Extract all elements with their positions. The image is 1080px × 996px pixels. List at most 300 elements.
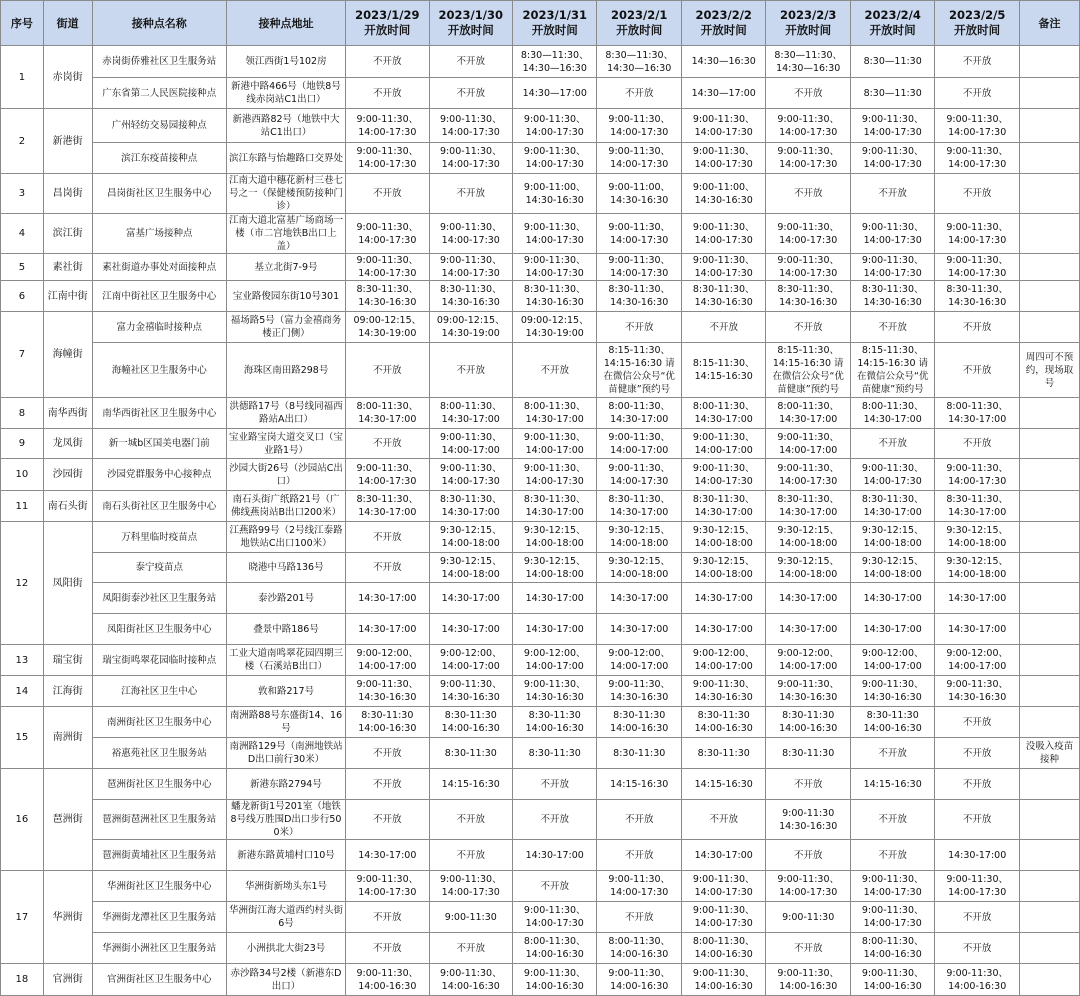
row-seq-number: 2 — [1, 109, 44, 174]
table-row — [1, 614, 1080, 645]
opening-time-cell: 9:30-12:15、 14:00-18:00 — [597, 522, 681, 553]
opening-time-cell: 14:30-17:00 — [513, 583, 597, 614]
row-seq-number: 12 — [1, 522, 44, 645]
opening-time-cell: 9:00-11:30、 14:00-17:30 — [513, 214, 597, 254]
opening-time-cell: 9:00-11:30、 14:00-17:30 — [850, 254, 934, 281]
opening-time-cell: 9:00-11:30、 14:00-17:30 — [429, 871, 512, 902]
opening-time-cell: 不开放 — [429, 343, 512, 398]
opening-time-cell: 9:00-11:30、 14:00-16:30 — [597, 964, 681, 996]
site-address: 洪德路17号（8号线同福西路站A出口） — [226, 398, 345, 429]
site-name: 海幢社区卫生服务中心 — [92, 343, 226, 398]
opening-time-cell: 9:00-11:00、 14:30-16:30 — [681, 174, 765, 214]
table-row — [1, 491, 1080, 522]
site-address: 新港东路黄埔村口10号 — [226, 840, 345, 871]
row-seq-number: 8 — [1, 398, 44, 429]
opening-time-cell: 8:30—11:30 — [850, 78, 934, 109]
opening-time-cell: 9:00-11:30、 14:00-16:30 — [429, 964, 512, 996]
opening-time-cell: 8:00-11:30、 14:30-17:00 — [346, 398, 429, 429]
opening-time-cell: 不开放 — [346, 78, 429, 109]
site-name: 凤阳街社区卫生服务中心 — [92, 614, 226, 645]
opening-time-cell: 不开放 — [346, 429, 429, 459]
table-row — [1, 738, 1080, 769]
opening-time-cell: 9:00-11:30、 14:00-17:30 — [597, 214, 681, 254]
header-seq: 序号 — [1, 1, 44, 46]
row-street: 凤阳街 — [43, 522, 92, 645]
site-address: 泰沙路201号 — [226, 583, 345, 614]
header-date-0131: 2023/1/31 开放时间 — [513, 1, 597, 46]
opening-time-cell: 8:30-11:30、 14:30-17:00 — [766, 491, 850, 522]
opening-time-cell: 14:30—17:00 — [513, 78, 597, 109]
row-street: 海幢街 — [43, 312, 92, 398]
opening-time-cell: 14:30-17:00 — [850, 583, 934, 614]
opening-time-cell: 9:30-12:15、 14:00-18:00 — [935, 553, 1019, 583]
opening-time-cell: 9:00-11:30、 14:00-17:30 — [681, 902, 765, 933]
table-row — [1, 429, 1080, 459]
opening-time-cell: 8:00-11:30、 14:30-17:00 — [766, 398, 850, 429]
opening-time-cell: 9:00-11:30、 14:00-16:30 — [766, 964, 850, 996]
table-row — [1, 254, 1080, 281]
opening-time-cell: 9:00-11:30、 14:00-17:30 — [935, 109, 1019, 143]
opening-time-cell: 9:00-11:30、 14:00-17:00 — [766, 429, 850, 459]
opening-time-cell: 9:00-11:30、 14:00-17:30 — [681, 871, 765, 902]
opening-time-cell: 14:30-17:00 — [346, 614, 429, 645]
opening-time-cell: 不开放 — [850, 800, 934, 840]
opening-time-cell: 8:30-11:30、 14:30-17:00 — [935, 491, 1019, 522]
table-row — [1, 343, 1080, 398]
opening-time-cell: 9:00-11:30、 14:00-17:30 — [935, 143, 1019, 174]
opening-time-cell: 不开放 — [766, 174, 850, 214]
header-date-0205: 2023/2/5 开放时间 — [935, 1, 1019, 46]
row-street: 南石头街 — [43, 491, 92, 522]
opening-time-cell: 14:30-17:00 — [681, 583, 765, 614]
opening-time-cell: 8:30-11:30、 14:30-17:00 — [681, 491, 765, 522]
table-body — [1, 46, 1080, 996]
opening-time-cell: 8:30-11:30 — [681, 738, 765, 769]
opening-time-cell: 9:00-11:30、 14:30-16:30 — [766, 676, 850, 707]
site-address: 敦和路217号 — [226, 676, 345, 707]
opening-time-cell: 不开放 — [346, 800, 429, 840]
site-name: 江南中街社区卫生服务中心 — [92, 281, 226, 312]
remark-cell — [1019, 840, 1079, 871]
table-row — [1, 933, 1080, 964]
remark-cell — [1019, 46, 1079, 78]
site-name: 南华西街社区卫生服务中心 — [92, 398, 226, 429]
opening-time-cell: 不开放 — [766, 78, 850, 109]
opening-time-cell: 9:00-11:30、 14:00-17:30 — [429, 459, 512, 491]
site-address: 南洲路129号（南洲地铁站D出口前行30米） — [226, 738, 345, 769]
opening-time-cell: 9:00-11:30、 14:00-17:30 — [766, 459, 850, 491]
opening-time-cell: 9:00-11:30、 14:00-17:00 — [597, 429, 681, 459]
site-name: 华洲街小洲社区卫生服务站 — [92, 933, 226, 964]
site-address: 蟠龙新街1号201室（地铁8号线万胜围D出口步行500米） — [226, 800, 345, 840]
opening-time-cell: 9:00-12:00、 14:00-17:00 — [513, 645, 597, 676]
opening-time-cell: 09:00-12:15、 14:30-19:00 — [346, 312, 429, 343]
opening-time-cell: 8:30-11:30 14:00-16:30 — [513, 707, 597, 738]
remark-cell — [1019, 78, 1079, 109]
opening-time-cell: 9:30-12:15、 14:00-18:00 — [766, 553, 850, 583]
table-row — [1, 964, 1080, 996]
opening-time-cell: 不开放 — [935, 933, 1019, 964]
opening-time-cell: 9:00-11:30、 14:00-17:30 — [429, 143, 512, 174]
row-seq-number: 4 — [1, 214, 44, 254]
table-row — [1, 143, 1080, 174]
opening-time-cell: 9:00-11:30、 14:00-17:30 — [513, 109, 597, 143]
table-row — [1, 676, 1080, 707]
opening-time-cell: 不开放 — [346, 738, 429, 769]
site-name: 华洲街龙潭社区卫生服务站 — [92, 902, 226, 933]
row-street: 琶洲街 — [43, 769, 92, 871]
opening-time-cell: 不开放 — [935, 78, 1019, 109]
site-address: 华洲街江海大道西约村头街6号 — [226, 902, 345, 933]
opening-time-cell: 8:30-11:30、 14:30-16:30 — [850, 281, 934, 312]
remark-cell: 没吸入疫苗接种 — [1019, 738, 1079, 769]
remark-cell — [1019, 143, 1079, 174]
site-address: 滨江东路与怡趣路口交界处 — [226, 143, 345, 174]
site-address: 华洲街新坳头东1号 — [226, 871, 345, 902]
remark-cell — [1019, 312, 1079, 343]
opening-time-cell: 不开放 — [346, 769, 429, 800]
remark-cell: 周四可不预约，现场取号 — [1019, 343, 1079, 398]
row-street: 华洲街 — [43, 871, 92, 964]
opening-time-cell: 9:00-11:30、 14:00-17:30 — [429, 109, 512, 143]
site-address: 小洲拱北大街23号 — [226, 933, 345, 964]
opening-time-cell: 9:30-12:15、 14:00-18:00 — [513, 522, 597, 553]
site-name: 裕惠苑社区卫生服务站 — [92, 738, 226, 769]
remark-cell — [1019, 871, 1079, 902]
header-date-0202: 2023/2/2 开放时间 — [681, 1, 765, 46]
opening-time-cell: 9:00-12:00、 14:00-17:00 — [681, 645, 765, 676]
opening-time-cell: 9:00-11:30、 14:00-17:30 — [597, 254, 681, 281]
opening-time-cell: 9:00-12:00、 14:00-17:00 — [766, 645, 850, 676]
opening-time-cell: 9:00-11:30、 14:30-16:30 — [513, 676, 597, 707]
opening-time-cell: 9:00-11:30、 14:00-17:30 — [850, 902, 934, 933]
site-name: 琶洲街社区卫生服务中心 — [92, 769, 226, 800]
opening-time-cell: 不开放 — [346, 522, 429, 553]
site-name: 富力金禧临时接种点 — [92, 312, 226, 343]
row-street: 昌岗街 — [43, 174, 92, 214]
opening-time-cell: 不开放 — [766, 840, 850, 871]
opening-time-cell: 8:30-11:30、 14:30-17:00 — [429, 491, 512, 522]
opening-time-cell: 9:00-11:30、 14:00-17:30 — [346, 254, 429, 281]
row-street: 瑞宝街 — [43, 645, 92, 676]
site-address: 海珠区南田路298号 — [226, 343, 345, 398]
opening-time-cell: 8:00-11:30、 14:30-17:00 — [429, 398, 512, 429]
opening-time-cell: 9:30-12:15、 14:00-18:00 — [681, 522, 765, 553]
opening-time-cell: 9:00-11:30 — [429, 902, 512, 933]
opening-time-cell: 不开放 — [346, 46, 429, 78]
site-name: 凤阳街泰沙社区卫生服务站 — [92, 583, 226, 614]
remark-cell — [1019, 902, 1079, 933]
table-row — [1, 312, 1080, 343]
opening-time-cell: 14:15-16:30 — [681, 769, 765, 800]
opening-time-cell: 9:00-11:30、 14:00-16:30 — [935, 964, 1019, 996]
opening-time-cell: 14:30-17:00 — [429, 583, 512, 614]
opening-time-cell: 9:00-11:30 14:30-16:30 — [766, 800, 850, 840]
opening-time-cell: 9:00-11:30、 14:00-17:30 — [935, 871, 1019, 902]
table-row — [1, 46, 1080, 78]
site-name: 泰宁疫苗点 — [92, 553, 226, 583]
row-seq-number: 9 — [1, 429, 44, 459]
opening-time-cell: 不开放 — [429, 78, 512, 109]
opening-time-cell: 9:00-11:30、 14:00-17:30 — [513, 902, 597, 933]
site-name: 赤岗街侨雅社区卫生服务站 — [92, 46, 226, 78]
opening-time-cell: 9:00-11:30 — [766, 902, 850, 933]
opening-time-cell: 9:00-11:30、 14:00-17:30 — [429, 214, 512, 254]
opening-time-cell: 不开放 — [513, 871, 597, 902]
opening-time-cell: 不开放 — [850, 429, 934, 459]
opening-time-cell: 9:00-11:30、 14:00-17:30 — [346, 109, 429, 143]
remark-cell — [1019, 398, 1079, 429]
row-street: 新港街 — [43, 109, 92, 174]
remark-cell — [1019, 583, 1079, 614]
header-date-0130: 2023/1/30 开放时间 — [429, 1, 512, 46]
site-address: 江南大道中穗花新村三巷七号之一（保健楼预防接种门诊） — [226, 174, 345, 214]
opening-time-cell: 9:00-11:30、 14:30-16:30 — [681, 676, 765, 707]
opening-time-cell: 8:00-11:30、 14:00-16:30 — [513, 933, 597, 964]
opening-time-cell: 09:00-12:15、 14:30-19:00 — [429, 312, 512, 343]
opening-time-cell: 14:30-17:00 — [597, 583, 681, 614]
opening-time-cell: 9:00-11:30、 14:00-17:30 — [850, 214, 934, 254]
table-row — [1, 398, 1080, 429]
remark-cell — [1019, 614, 1079, 645]
opening-time-cell: 9:00-11:30、 14:00-17:30 — [681, 254, 765, 281]
opening-time-cell: 09:00-12:15、 14:30-19:00 — [513, 312, 597, 343]
opening-time-cell: 9:00-11:30、 14:00-17:30 — [766, 214, 850, 254]
opening-time-cell: 不开放 — [513, 769, 597, 800]
opening-time-cell: 9:00-11:30、 14:00-17:30 — [513, 143, 597, 174]
row-seq-number: 18 — [1, 964, 44, 996]
opening-time-cell: 14:30-17:00 — [346, 583, 429, 614]
opening-time-cell: 不开放 — [935, 46, 1019, 78]
site-name: 素社街道办事处对面接种点 — [92, 254, 226, 281]
opening-time-cell: 9:30-12:15、 14:00-18:00 — [429, 553, 512, 583]
remark-cell — [1019, 254, 1079, 281]
opening-time-cell: 14:30—16:30 — [681, 46, 765, 78]
opening-time-cell: 不开放 — [681, 800, 765, 840]
site-name: 富基广场接种点 — [92, 214, 226, 254]
opening-time-cell: 8:30-11:30、 14:30-16:30 — [513, 281, 597, 312]
table-row — [1, 174, 1080, 214]
table-row — [1, 459, 1080, 491]
opening-time-cell: 8:00-11:30、 14:30-17:00 — [850, 398, 934, 429]
opening-time-cell: 14:30—17:00 — [681, 78, 765, 109]
table-row — [1, 645, 1080, 676]
site-address: 新港西路82号（地铁中大站C1出口） — [226, 109, 345, 143]
table-row — [1, 707, 1080, 738]
opening-time-cell: 9:30-12:15、 14:00-18:00 — [850, 553, 934, 583]
opening-time-cell: 不开放 — [346, 174, 429, 214]
opening-time-cell: 9:00-11:30、 14:00-17:30 — [429, 254, 512, 281]
opening-time-cell: 9:30-12:15、 14:00-18:00 — [429, 522, 512, 553]
site-name: 琶洲街琶洲社区卫生服务站 — [92, 800, 226, 840]
opening-time-cell: 9:00-11:30、 14:00-17:30 — [766, 109, 850, 143]
site-address: 江燕路99号（2号线江泰路地铁站C出口100米） — [226, 522, 345, 553]
opening-time-cell: 不开放 — [429, 174, 512, 214]
row-seq-number: 3 — [1, 174, 44, 214]
site-name: 广州轻纺交易园接种点 — [92, 109, 226, 143]
opening-time-cell: 14:30-17:00 — [429, 614, 512, 645]
opening-time-cell: 8:30—11:30、 14:30—16:30 — [597, 46, 681, 78]
site-address: 宝业路俊园东街10号301 — [226, 281, 345, 312]
opening-time-cell: 9:00-11:30、 14:00-17:30 — [681, 459, 765, 491]
opening-time-cell: 14:30-17:00 — [935, 583, 1019, 614]
table-row — [1, 78, 1080, 109]
opening-time-cell: 9:00-11:30、 14:00-17:30 — [850, 459, 934, 491]
opening-time-cell: 9:00-11:30、 14:00-17:30 — [935, 214, 1019, 254]
opening-time-cell: 14:30-17:00 — [766, 583, 850, 614]
opening-time-cell: 9:00-11:30、 14:00-17:30 — [850, 143, 934, 174]
row-street: 官洲街 — [43, 964, 92, 996]
opening-time-cell: 14:15-16:30 — [429, 769, 512, 800]
remark-cell — [1019, 459, 1079, 491]
opening-time-cell: 8:30-11:30 14:00-16:30 — [597, 707, 681, 738]
opening-time-cell: 9:00-11:30、 14:00-17:30 — [850, 871, 934, 902]
remark-cell — [1019, 964, 1079, 996]
opening-time-cell: 9:00-11:30、 14:00-17:00 — [429, 429, 512, 459]
opening-time-cell: 9:30-12:15、 14:00-18:00 — [935, 522, 1019, 553]
opening-time-cell: 8:30—11:30、 14:30—16:30 — [766, 46, 850, 78]
table-row — [1, 840, 1080, 871]
opening-time-cell: 8:15-11:30、 14:15-16:30 请在微信公众号“优苗健康”预约号 — [850, 343, 934, 398]
remark-cell — [1019, 522, 1079, 553]
opening-time-cell: 9:00-11:30、 14:00-17:30 — [513, 254, 597, 281]
opening-time-cell: 8:30-11:30 14:00-16:30 — [429, 707, 512, 738]
row-street: 滨江街 — [43, 214, 92, 254]
opening-time-cell: 9:00-11:30、 14:00-17:30 — [597, 871, 681, 902]
row-seq-number: 16 — [1, 769, 44, 871]
opening-time-cell: 14:30-17:00 — [681, 840, 765, 871]
opening-time-cell: 9:00-11:30、 14:30-16:30 — [346, 676, 429, 707]
row-street: 沙园街 — [43, 459, 92, 491]
opening-time-cell: 9:00-11:30、 14:00-17:30 — [346, 143, 429, 174]
site-address: 工业大道南鸣翠花园四期三楼（石溪站B出口） — [226, 645, 345, 676]
opening-time-cell: 8:15-11:30、 14:15-16:30 — [681, 343, 765, 398]
opening-time-cell: 不开放 — [766, 312, 850, 343]
opening-time-cell: 8:00-11:30、 14:00-16:30 — [597, 933, 681, 964]
opening-time-cell: 9:00-11:30、 14:00-16:30 — [513, 964, 597, 996]
opening-time-cell: 9:00-11:30、 14:00-17:30 — [766, 143, 850, 174]
opening-time-cell: 9:00-12:00、 14:00-17:00 — [346, 645, 429, 676]
opening-time-cell: 8:30—11:30、 14:30—16:30 — [513, 46, 597, 78]
remark-cell — [1019, 174, 1079, 214]
opening-time-cell: 不开放 — [513, 800, 597, 840]
header-street: 街道 — [43, 1, 92, 46]
site-name: 瑞宝街鸣翠花园临时接种点 — [92, 645, 226, 676]
site-address: 福场路5号（富力金禧商务楼正门侧） — [226, 312, 345, 343]
opening-time-cell: 9:00-11:30、 14:00-16:30 — [681, 964, 765, 996]
site-name: 昌岗街社区卫生服务中心 — [92, 174, 226, 214]
row-street: 江南中街 — [43, 281, 92, 312]
opening-time-cell: 9:00-11:30、 14:00-16:30 — [346, 964, 429, 996]
site-address: 晓港中马路136号 — [226, 553, 345, 583]
opening-time-cell: 不开放 — [597, 78, 681, 109]
opening-time-cell: 不开放 — [597, 800, 681, 840]
row-street: 南华西街 — [43, 398, 92, 429]
opening-time-cell: 9:00-11:30、 14:00-17:30 — [766, 254, 850, 281]
row-seq-number: 13 — [1, 645, 44, 676]
opening-time-cell: 9:00-12:00、 14:00-17:00 — [850, 645, 934, 676]
opening-time-cell: 8:30-11:30 14:00-16:30 — [850, 707, 934, 738]
opening-time-cell: 9:00-11:30、 14:00-17:00 — [513, 429, 597, 459]
site-address: 叠景中路186号 — [226, 614, 345, 645]
remark-cell — [1019, 281, 1079, 312]
site-name: 琶洲街黄埔社区卫生服务站 — [92, 840, 226, 871]
opening-time-cell: 9:00-11:30、 14:00-17:30 — [597, 459, 681, 491]
opening-time-cell: 9:00-12:00、 14:00-17:00 — [597, 645, 681, 676]
site-address: 南石头街广纸路21号（广佛线燕岗站B出口200米） — [226, 491, 345, 522]
row-street: 南洲街 — [43, 707, 92, 769]
site-name: 南石头街社区卫生服务中心 — [92, 491, 226, 522]
table-row — [1, 800, 1080, 840]
opening-time-cell: 9:00-11:30、 14:00-17:30 — [681, 109, 765, 143]
table-row — [1, 214, 1080, 254]
row-seq-number: 11 — [1, 491, 44, 522]
opening-time-cell: 9:00-11:30、 14:00-17:30 — [935, 254, 1019, 281]
opening-time-cell: 9:00-11:30、 14:30-16:30 — [935, 676, 1019, 707]
row-street: 龙凤街 — [43, 429, 92, 459]
site-name: 滨江东疫苗接种点 — [92, 143, 226, 174]
opening-time-cell: 9:00-11:30、 14:00-17:30 — [513, 459, 597, 491]
row-seq-number: 6 — [1, 281, 44, 312]
opening-time-cell: 8:15-11:30、 14:15-16:30 请在微信公众号“优苗健康”预约号 — [766, 343, 850, 398]
opening-time-cell: 9:00-11:30、 14:00-16:30 — [850, 964, 934, 996]
site-address: 赤沙路34号2楼（新港东D出口） — [226, 964, 345, 996]
opening-time-cell: 9:00-12:00、 14:00-17:00 — [935, 645, 1019, 676]
remark-cell — [1019, 707, 1079, 738]
opening-time-cell: 8:30-11:30、 14:30-16:30 — [597, 281, 681, 312]
remark-cell — [1019, 429, 1079, 459]
site-name: 沙园党群服务中心接种点 — [92, 459, 226, 491]
opening-time-cell: 8:30-11:30 — [513, 738, 597, 769]
opening-time-cell: 14:30-17:00 — [513, 614, 597, 645]
site-address: 江南大道北富基广场商场一楼（市二宫地铁B出口上盖） — [226, 214, 345, 254]
table-row — [1, 769, 1080, 800]
remark-cell — [1019, 109, 1079, 143]
opening-time-cell: 8:30-11:30、 14:30-17:00 — [597, 491, 681, 522]
opening-time-cell: 不开放 — [850, 738, 934, 769]
opening-time-cell: 9:00-11:30、 14:00-17:30 — [346, 871, 429, 902]
opening-time-cell: 8:30-11:30、 14:30-16:30 — [681, 281, 765, 312]
opening-time-cell: 9:00-11:30、 14:00-17:30 — [681, 214, 765, 254]
opening-time-cell: 9:00-11:30、 14:30-16:30 — [429, 676, 512, 707]
row-seq-number: 14 — [1, 676, 44, 707]
opening-time-cell: 8:15-11:30、 14:15-16:30 请在微信公众号“优苗健康”预约号 — [597, 343, 681, 398]
opening-time-cell: 14:30-17:00 — [681, 614, 765, 645]
opening-time-cell: 14:30-17:00 — [935, 840, 1019, 871]
opening-time-cell: 不开放 — [935, 429, 1019, 459]
opening-time-cell: 14:30-17:00 — [346, 840, 429, 871]
opening-time-cell: 不开放 — [597, 840, 681, 871]
opening-time-cell: 8:00-11:30、 14:00-16:30 — [850, 933, 934, 964]
opening-time-cell: 8:00-11:30、 14:30-17:00 — [513, 398, 597, 429]
opening-time-cell: 不开放 — [935, 707, 1019, 738]
opening-time-cell: 不开放 — [935, 902, 1019, 933]
opening-time-cell: 8:30-11:30 14:00-16:30 — [766, 707, 850, 738]
opening-time-cell: 8:30-11:30、 14:30-16:30 — [766, 281, 850, 312]
opening-time-cell: 14:30-17:00 — [935, 614, 1019, 645]
opening-time-cell: 8:30-11:30、 14:30-17:00 — [346, 491, 429, 522]
header-date-0129: 2023/1/29 开放时间 — [346, 1, 429, 46]
header-site-name: 接种点名称 — [92, 1, 226, 46]
site-name: 华洲街社区卫生服务中心 — [92, 871, 226, 902]
opening-time-cell: 9:30-12:15、 14:00-18:00 — [850, 522, 934, 553]
opening-time-cell: 不开放 — [935, 174, 1019, 214]
site-name: 广东省第二人民医院接种点 — [92, 78, 226, 109]
opening-time-cell: 9:00-11:30、 14:30-16:30 — [597, 676, 681, 707]
opening-time-cell: 不开放 — [346, 933, 429, 964]
site-address: 宝业路宝岗大道交叉口（宝业路1号） — [226, 429, 345, 459]
opening-time-cell: 不开放 — [850, 840, 934, 871]
